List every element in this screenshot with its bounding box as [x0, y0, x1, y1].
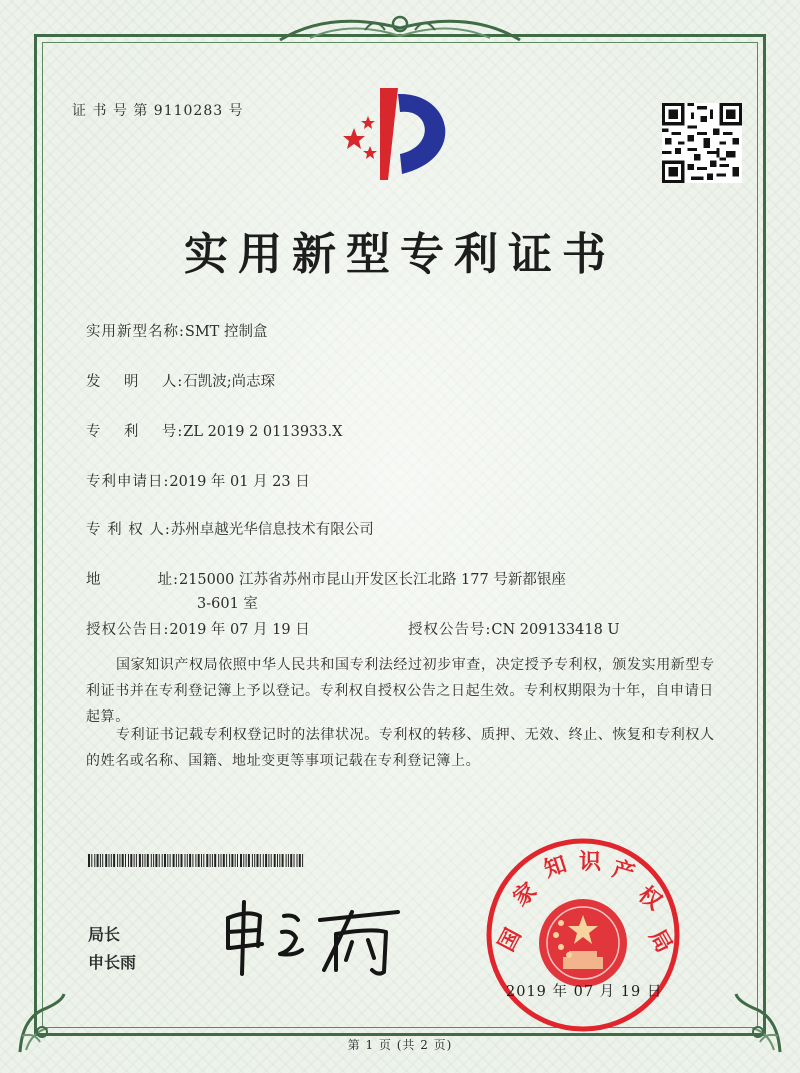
inventor-row — [86, 370, 275, 391]
document-title: 实用新型专利证书 — [184, 229, 616, 280]
address-value-line-2: 3-601 室 — [197, 596, 258, 612]
page-number: 第 1 页 (共 2 页) — [347, 1038, 453, 1052]
svg-text:国: 国 — [494, 924, 527, 956]
director-name: 申长雨 — [88, 953, 137, 972]
patentee-value: 苏州卓越光华信息技术有限公司 — [170, 522, 374, 538]
svg-text:家: 家 — [508, 878, 542, 912]
qr-code-icon — [662, 103, 742, 183]
svg-text:局: 局 — [643, 925, 677, 958]
patent-number-label: 专 利 号: — [86, 424, 184, 440]
grant-date-row — [86, 618, 310, 639]
grant-date-value: 2019 年 07 月 19 日 — [169, 622, 310, 638]
utility-model-name-row — [86, 320, 267, 341]
statement-paragraph-1: 国家知识产权局依照中华人民共和国专利法经过初步审查，决定授予专利权，颁发实用新型专利证书并在专利登记簿上予以登记。专利权自授权公告之日起生效。专利权期限为十年，自申请日起算。 — [86, 657, 715, 725]
grant-date-label: 授权公告日: — [86, 622, 170, 638]
official-seal — [483, 835, 683, 1035]
application-date-row — [86, 470, 310, 491]
utility-model-name-value: SMT 控制盒 — [184, 324, 268, 340]
barcode-icon — [88, 854, 306, 867]
application-date-value: 2019 年 01 月 23 日 — [169, 474, 310, 490]
certificate-number: 证 书 号 第 9110283 号 — [72, 103, 244, 119]
director-signature — [222, 898, 412, 978]
patentee-row — [86, 518, 374, 539]
top-ornament — [270, 10, 530, 50]
inventor-label: 发 明 人: — [86, 374, 184, 390]
director-title: 局长 — [88, 925, 121, 944]
cnipa-logo-icon — [340, 88, 470, 188]
address-label: 地 址: — [86, 572, 179, 588]
address-row — [86, 568, 566, 589]
patent-number-value: ZL 2019 2 0113933.X — [183, 424, 343, 440]
grant-number-label: 授权公告号: — [408, 622, 492, 638]
svg-text:识: 识 — [579, 850, 602, 875]
utility-model-name-label: 实用新型名称: — [86, 324, 185, 340]
application-date-label: 专利申请日: — [86, 474, 170, 490]
grant-number-row — [408, 618, 620, 639]
address-value-line-1: 215000 江苏省苏州市昆山开发区长江北路 177 号新都银座 — [178, 572, 566, 588]
svg-text:知: 知 — [541, 852, 570, 883]
statement-paragraph-2: 专利证书记载专利权登记时的法律状况。专利权的转移、质押、无效、终止、恢复和专利权人的姓名或名称、国籍、地址变更等事项记载在专利登记簿上。 — [86, 727, 715, 769]
inventor-value: 石凯波;尚志琛 — [183, 374, 276, 390]
seal-date: 2019 年 07 月 19 日 — [506, 984, 663, 1000]
patentee-label: 专 利 权 人: — [86, 522, 171, 538]
patent-number-row — [86, 420, 342, 441]
svg-text:产: 产 — [609, 856, 638, 887]
grant-number-value: CN 209133418 U — [491, 622, 620, 638]
svg-text:权: 权 — [633, 882, 667, 916]
